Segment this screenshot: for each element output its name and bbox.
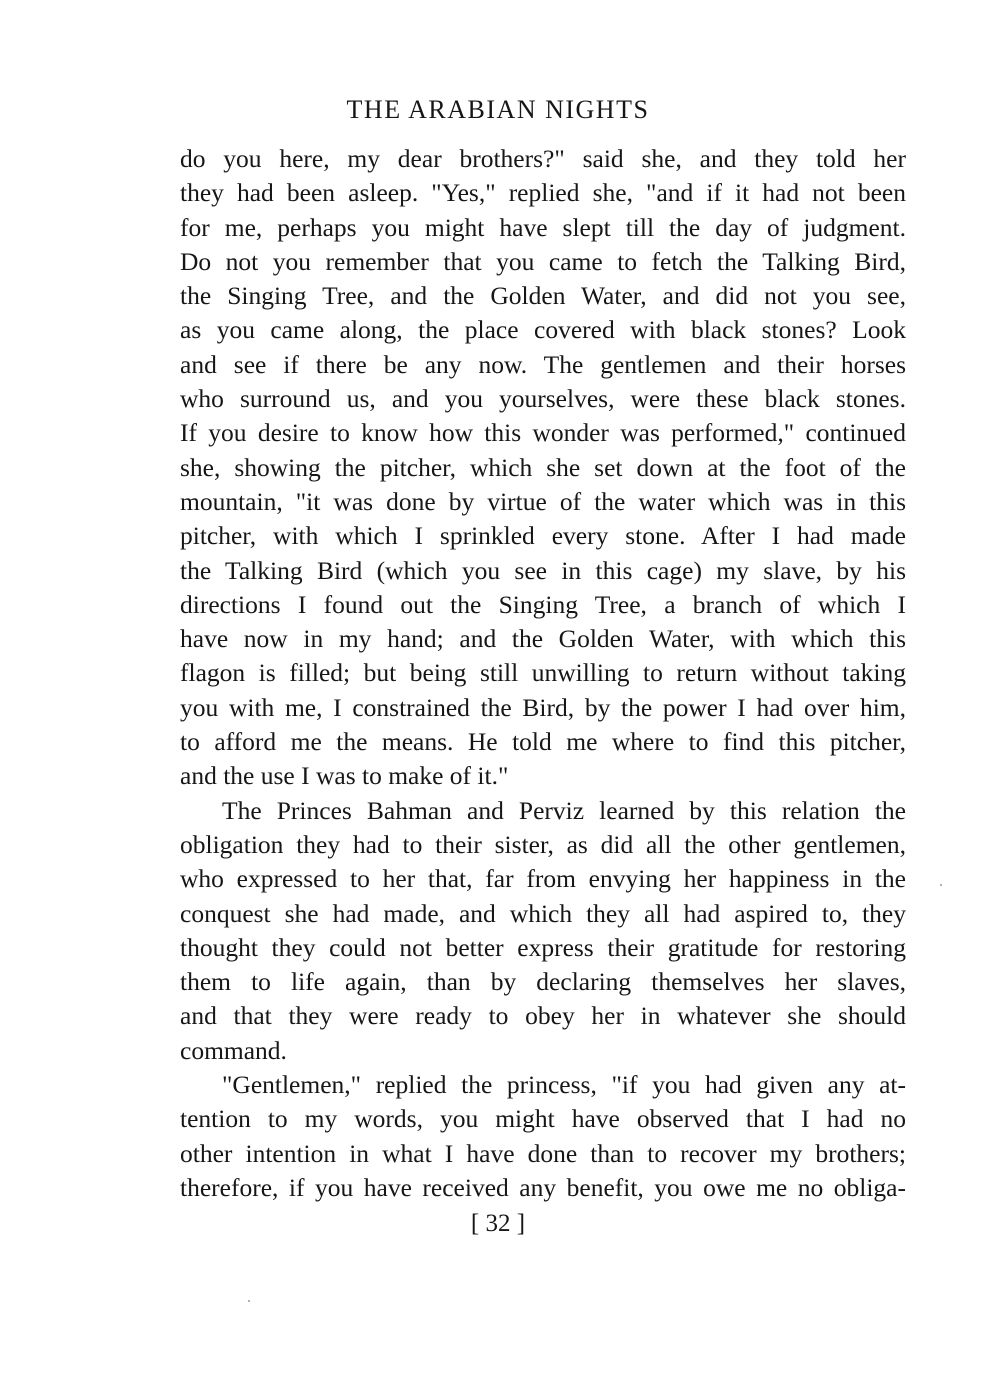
text-line: mountain, "it was done by virtue of the water which was in this bbox=[180, 486, 906, 516]
text-line: do you here, my dear brothers?" said she, and they told her bbox=[180, 144, 906, 173]
text-line: as you came along, the place covered with black stones? Look bbox=[180, 315, 906, 345]
text-line: the Talking Bird (which you see in this cage) my slave, by his bbox=[180, 555, 906, 585]
text-line: "Gentlemen," replied the princess, "if you had given any at- bbox=[222, 1070, 906, 1100]
text-line: pitcher, with which I sprinkled every stone. After I had made bbox=[180, 521, 906, 551]
page-number: [ 32 ] bbox=[470, 1210, 526, 1237]
text-line: therefore, if you have received any benefit, you owe me no obliga- bbox=[180, 1172, 906, 1202]
paper-speck bbox=[248, 1300, 250, 1302]
text-line: to afford me the means. He told me where to find this pitcher, bbox=[180, 727, 906, 757]
text-line: they had been asleep. "Yes," replied she, "and if it had not been bbox=[180, 178, 906, 208]
paper-speck bbox=[940, 884, 942, 886]
text-line: Do not you remember that you came to fetch the Talking Bird, bbox=[180, 246, 906, 276]
text-line: flagon is filled; but being still unwilling to return without taking bbox=[180, 658, 906, 688]
text-line: thought they could not better express their gratitude for restoring bbox=[180, 932, 906, 962]
text-line: and the use I was to make of it." bbox=[180, 761, 509, 791]
text-line: tention to my words, you might have observed that I had no bbox=[180, 1104, 906, 1134]
text-line: directions I found out the Singing Tree, a branch of which I bbox=[180, 589, 906, 619]
running-head: THE ARABIAN NIGHTS bbox=[346, 95, 650, 124]
text-line: she, showing the pitcher, which she set down at the foot of the bbox=[180, 452, 906, 482]
text-line: obligation they had to their sister, as did all the other gentlemen, bbox=[180, 829, 906, 859]
text-line: them to life again, than by declaring themselves her slaves, bbox=[180, 967, 906, 997]
paragraph-2 bbox=[180, 794, 906, 1068]
paragraph-3 bbox=[180, 1068, 906, 1205]
text-line: The Princes Bahman and Perviz learned by this relation the bbox=[222, 795, 906, 825]
text-line: conquest she had made, and which they all had aspired to, they bbox=[180, 898, 906, 928]
paragraph-1 bbox=[180, 142, 906, 794]
text-line: who expressed to her that, far from envying her happiness in the bbox=[180, 864, 906, 894]
text-line: for me, perhaps you might have slept till the day of judgment. bbox=[180, 212, 906, 242]
text-line: and that they were ready to obey her in whatever she should bbox=[180, 1001, 906, 1031]
text-line: and see if there be any now. The gentlemen and their horses bbox=[180, 349, 906, 379]
text-line: If you desire to know how this wonder was performed," continued bbox=[180, 418, 906, 448]
text-line: have now in my hand; and the Golden Water, with which this bbox=[180, 624, 906, 654]
text-line: command. bbox=[180, 1035, 287, 1065]
body-text bbox=[180, 142, 906, 1205]
text-line: the Singing Tree, and the Golden Water, and did not you see, bbox=[180, 281, 906, 311]
text-line: other intention in what I have done than to recover my brothers; bbox=[180, 1138, 906, 1168]
text-line: who surround us, and you yourselves, were these black stones. bbox=[180, 384, 906, 414]
text-line: you with me, I constrained the Bird, by the power I had over him, bbox=[180, 692, 906, 722]
